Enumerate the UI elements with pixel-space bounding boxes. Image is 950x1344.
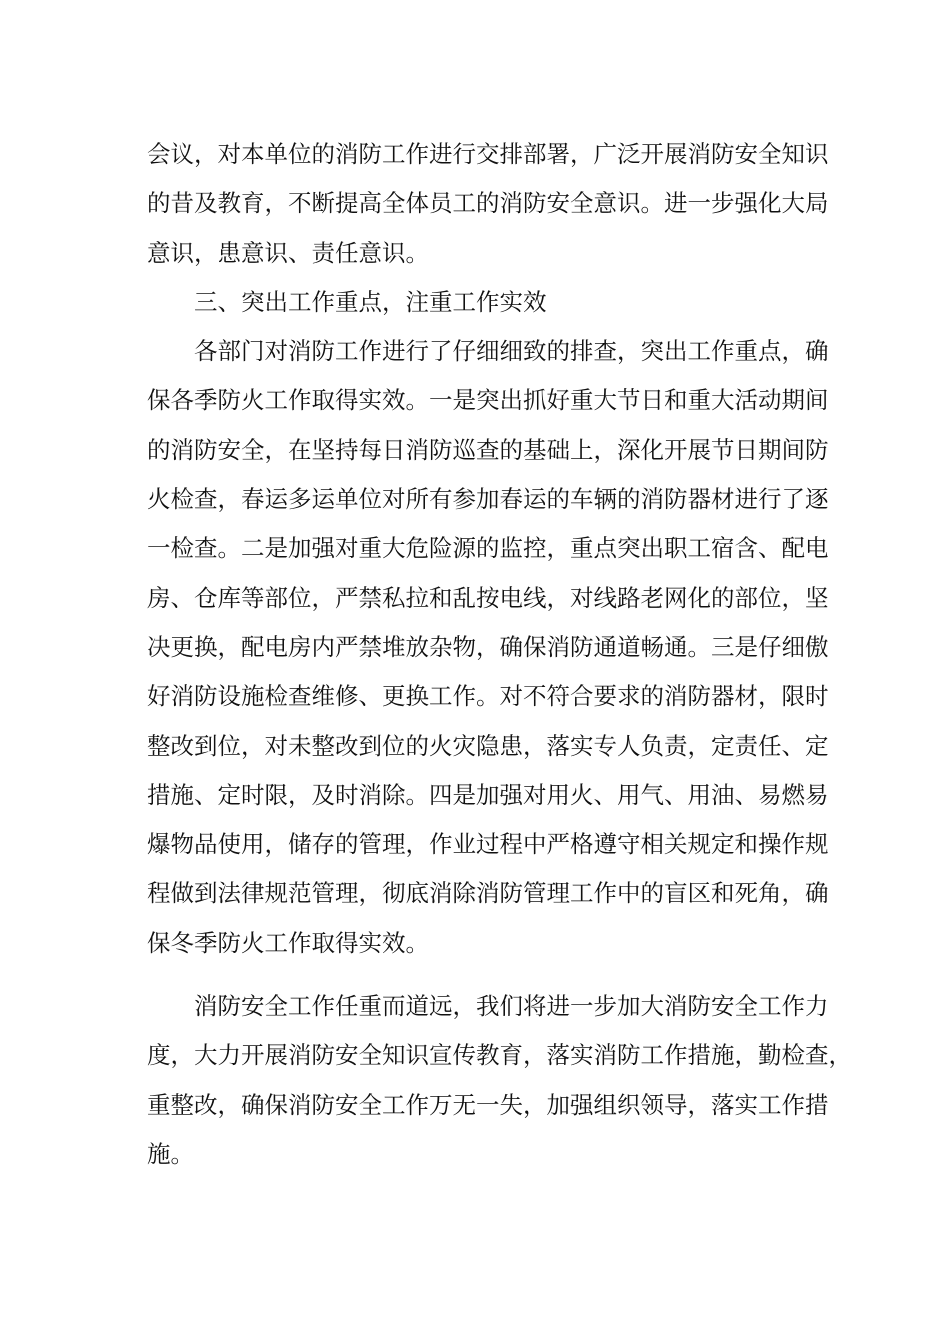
text-line: 一检查。二是加强对重大危险源的监控，重点突出职工宿含、配电 — [147, 534, 829, 563]
text-line: 消防安全工作任重而道远，我们将进一步加大消防安全工作力 — [194, 992, 829, 1021]
text-line: 保各季防火工作取得实效。一是突出抓好重大节日和重大活动期间 — [147, 386, 829, 415]
text-line: 决更换，配电房内严禁堆放杂物，确保消防通道畅通。三是仔细傲 — [147, 632, 829, 661]
text-line: 房、仓库等部位，严禁私拉和乱按电线，对线路老网化的部位，坚 — [147, 583, 829, 612]
text-line: 度，大力开展消防安全知识宣传教育，落实消防工作措施，勤检查， — [147, 1041, 852, 1070]
text-line: 程做到法律规范管理，彻底消除消防管理工作中的盲区和死角，确 — [147, 879, 829, 908]
text-line: 好消防设施检查维修、更换工作。对不符合要求的消防器材，限时 — [147, 682, 829, 711]
text-line: 的消防安全，在坚持每日消防巡查的基础上，深化开展节日期间防 — [147, 435, 829, 464]
text-line: 爆物品使用，储存的管理，作业过程中严格遵守相关规定和操作规 — [147, 830, 829, 859]
paragraph-section-three-body — [147, 327, 829, 968]
text-line: 火检查，春运多运单位对所有参加春运的车辆的消防器材进行了逐 — [147, 485, 829, 514]
text-line: 会议，对本单位的消防工作进行交排部署，广泛开展消防安全知识 — [147, 140, 829, 168]
text-line: 意识，患意识、责任意识。 — [147, 238, 429, 267]
paragraph-closing — [147, 982, 852, 1179]
document-body — [147, 130, 852, 1179]
section-three-heading: 三、突出工作重点，注重工作实效 — [194, 287, 547, 316]
text-line: 施。 — [147, 1139, 194, 1168]
text-line: 保冬季防火工作取得实效。 — [147, 928, 429, 957]
text-line: 各部门对消防工作进行了仔细细致的排查，突出工作重点，确 — [194, 337, 829, 366]
text-line: 措施、定时限，及时消除。四是加强对用火、用气、用油、易燃易 — [147, 780, 829, 809]
paragraph-intro-continuation — [147, 130, 829, 278]
section-heading — [147, 278, 809, 327]
paragraph-spacer — [147, 968, 809, 982]
text-line: 重整改，确保消防安全工作万无一失，加强组织领导，落实工作措 — [147, 1090, 829, 1119]
text-line: 整改到位，对未整改到位的火灾隐患，落实专人负责，定责任、定 — [147, 731, 829, 760]
text-line: 的昔及教育，不断提高全体员工的消防安全意识。进一步强化大局 — [147, 189, 829, 218]
